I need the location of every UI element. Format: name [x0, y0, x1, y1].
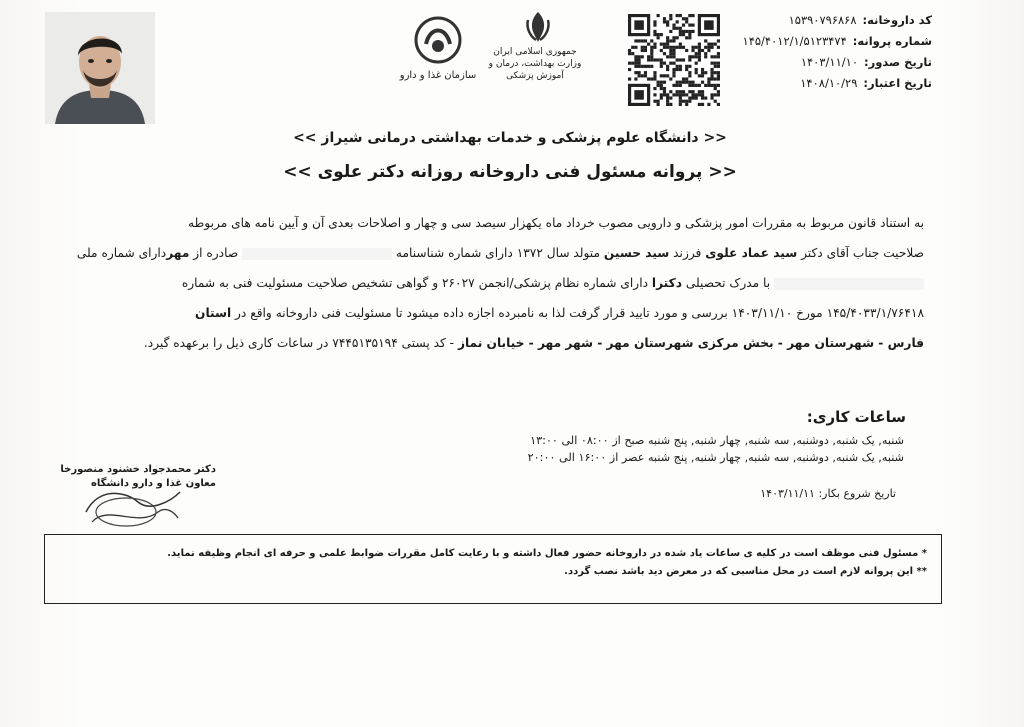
- license-body: [52, 208, 924, 358]
- body-line-2: صلاحیت جناب آقای دکتر سید عماد علوی فرزند سید حسین متولد سال ۱۳۷۲ دارای شماره شناسنامه صادره از مهردارای شماره ملی: [76, 246, 924, 260]
- signatory-name: دکتر محمدجواد خشنود منصورخا: [60, 464, 216, 475]
- signatory-role: معاون غذا و دارو دانشگاه: [90, 478, 216, 489]
- body-line-5: فارس - شهرستان مهر - بخش مرکزی شهرستان مهر - شهر مهر - خیابان نماز - کد پستی ۷۴۴۵۱۳۵۱۹۴ در ساعات کاری ذیل را برعهده گیرد.: [143, 336, 924, 350]
- morning-hours: شنبه, یک شنبه, دوشنبه, سه شنبه, چهار شنبه, پنج شنبه صبح از ۰۸:۰۰ الی ۱۳:۰۰: [530, 434, 904, 447]
- body-line-4: ۱۴۵/۴۰۳۳/۱/۷۶۴۱۸ مورخ ۱۴۰۳/۱۱/۱۰ بررسی و مورد تایید قرار گرفت لذا به نامبرده اجازه داده میشود تا مسئولیت فنی داروخانه واقع در استان: [195, 306, 924, 320]
- signature-stamp-icon: [78, 482, 188, 532]
- body-line-1: به استناد قانون مربوط به مقررات امور پزشکی و دارویی مصوب خرداد ماه یکهزار سیصد سی و چهار و اصلاحات بعدی آن و آیین نامه های مربوطه: [188, 216, 924, 230]
- iran-emblem-icon: [522, 10, 554, 44]
- page-title: << پروانه مسئول فنی داروخانه روزانه دکتر علوی >>: [283, 162, 737, 182]
- start-date: تاریخ شروع بکار: ۱۴۰۳/۱۱/۱۱: [760, 487, 896, 500]
- province-label: استان: [195, 306, 232, 320]
- qr-code-icon: [628, 14, 720, 106]
- degree: دکترا: [651, 276, 682, 290]
- license-number-row: شماره پروانه:۱۴۵/۴۰۱۲/۱/۵۱۲۳۴۷۴: [742, 34, 932, 48]
- holder-name: سید عماد علوی: [705, 246, 798, 260]
- university-heading: << دانشگاه علوم پزشکی و خدمات بهداشتی درمانی شیراز >>: [293, 130, 727, 146]
- birth-city: مهر: [166, 246, 190, 260]
- issue-date-row: تاریخ صدور:۱۴۰۳/۱۱/۱۰: [800, 55, 932, 69]
- note-2: ** این پروانه لازم است در محل مناسبی که در معرض دید باشد نصب گردد.: [564, 566, 927, 577]
- pharmacy-address: فارس - شهرستان مهر - بخش مرکزی شهرستان مهر - شهر مهر - خیابان نماز: [457, 336, 924, 350]
- license-fields: [732, 10, 932, 94]
- food-drug-logo-icon: [412, 14, 464, 66]
- food-drug-org-text: سازمان غذا و دارو: [399, 70, 477, 81]
- body-line-3: با مدرک تحصیلی دکترا دارای شماره نظام پزشکی/انجمن ۲۶۰۲۷ و گواهی تشخیص صلاحیت مسئولیت فنی به شماره: [52, 268, 924, 298]
- pharmacy-code-row: کد داروخانه:۱۵۳۹۰۷۹۶۸۶۸: [788, 13, 932, 27]
- redacted-field: [242, 248, 392, 260]
- note-1: * مسئول فنی موظف است در کلیه ی ساعات یاد شده در داروخانه حضور فعال داشته و با رعایت کامل مقررات ضوابط علمی و حرفه ای انجام وظیفه نماید.: [167, 548, 927, 559]
- ministry-name: جمهوری اسلامی ایران وزارت بهداشت، درمان و آموزش پزشکی: [488, 47, 582, 81]
- expiry-date-row: تاریخ اعتبار:۱۴۰۸/۱۰/۲۹: [800, 76, 932, 90]
- redacted-field: [774, 278, 924, 290]
- father-name: سید حسین: [603, 246, 670, 260]
- working-hours-title: ساعات کاری:: [806, 408, 906, 426]
- notes-box: [44, 534, 942, 604]
- working-hours: [304, 432, 904, 466]
- evening-hours: شنبه, یک شنبه, دوشنبه, سه شنبه, چهار شنبه, پنج شنبه عصر از ۱۶:۰۰ الی ۲۰:۰۰: [527, 451, 904, 464]
- holder-photo: [45, 12, 155, 124]
